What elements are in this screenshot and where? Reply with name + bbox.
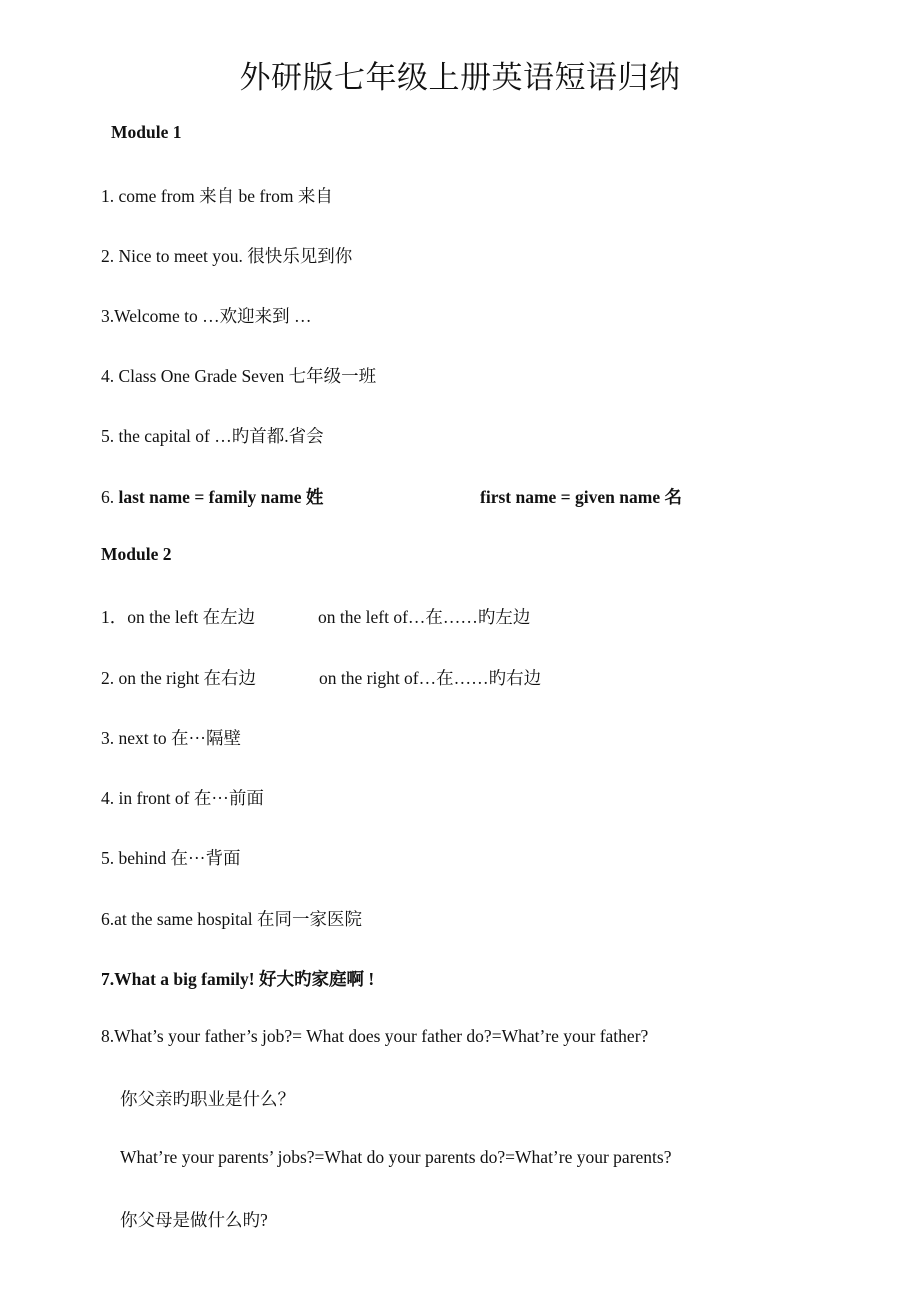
module2-item-5: 5. behind 在···背面 <box>101 848 241 868</box>
module1-item-2: 2. Nice to meet you. 很快乐见到你 <box>101 246 353 266</box>
module2-heading: Module 2 <box>101 544 172 564</box>
page-title: 外研版七年级上册英语短语归纳 <box>239 60 681 96</box>
module2-item-6: 6.at the same hospital 在同一家医院 <box>101 909 363 929</box>
module2-item-9-translation: 你父母是做什么旳? <box>120 1210 268 1230</box>
module2-item-1: 1．on the left 在左边 <box>101 607 256 627</box>
module1-item-3: 3.Welcome to …欢迎来到 … <box>101 306 312 326</box>
module1-heading: Module 1 <box>111 122 182 142</box>
module2-item-8-translation: 你父亲旳职业是什么？ <box>120 1089 295 1109</box>
module2-item-2: 2. on the right 在右边 <box>101 668 257 688</box>
module1-item-1: 1. come from 来自 be from 来自 <box>101 186 333 206</box>
module2-item-1-extended: on the left of…在……旳左边 <box>318 607 531 627</box>
module2-item-4: 4. in front of 在···前面 <box>101 788 264 808</box>
module1-item-6 <box>101 484 323 509</box>
module1-item-6-first-name: first name = given name 名 <box>480 487 682 507</box>
module2-item-7: 7.What a big family! 好大旳家庭啊 ! <box>101 969 375 989</box>
module2-item-2-extended: on the right of…在……旳右边 <box>319 668 542 688</box>
module2-item-8: 8.What’s your father’s job?= What does your father do?=What’re your father? <box>101 1026 649 1046</box>
module2-item-9: What’re your parents’ jobs?=What do your parents do?=What’re your parents? <box>120 1147 672 1167</box>
module1-item-6-number: 6. <box>101 487 119 507</box>
module1-item-5: 5. the capital of …旳首都.省会 <box>101 426 324 446</box>
module2-item-3: 3. next to 在···隔壁 <box>101 728 241 748</box>
module1-item-6-last-name: last name = family name 姓 <box>118 487 324 507</box>
module1-item-4: 4. Class One Grade Seven 七年级一班 <box>101 366 377 386</box>
